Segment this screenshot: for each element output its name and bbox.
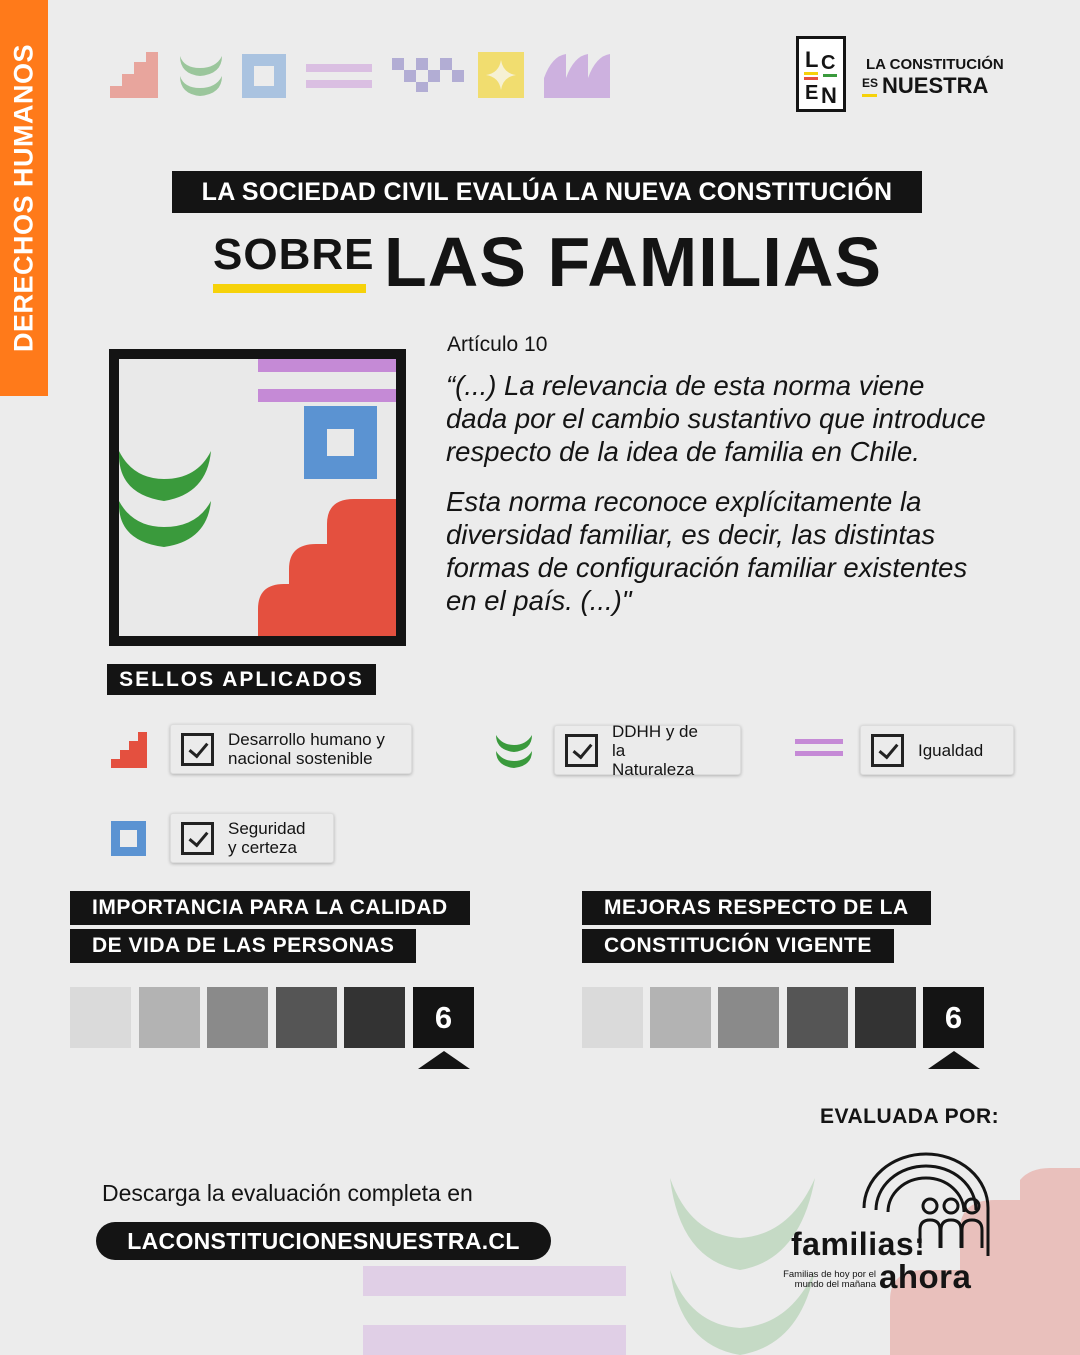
quote-paragraph: Esta norma reconoce explícitamente la diversidad familiar, es decir, las distintas formas de configuración familiar existentes en el país. (...)": [446, 486, 968, 616]
art-blue-frame: [304, 406, 377, 479]
quote-paragraph: “(...) La relevancia de esta norma viene dada por el cambio sustantivo que introduce respecto de la idea de familia en Chile.: [446, 370, 986, 467]
org-tagline: Familias de hoy por el mundo del mañana: [783, 1269, 876, 1290]
star-icon: [478, 52, 524, 98]
rating-score: 6: [413, 987, 474, 1048]
kicker-banner: LA SOCIEDAD CIVIL EVALÚA LA NUEVA CONSTITUCIÓN: [172, 171, 922, 213]
side-tab: [0, 0, 48, 396]
equals-icon: [795, 739, 843, 757]
artwork-composition: [119, 359, 396, 636]
rating-score: 6: [923, 987, 984, 1048]
scale-step-4: [787, 987, 848, 1048]
brand-logo-mark: [796, 36, 846, 112]
decorative-icon-row: [108, 50, 618, 102]
download-text: Descarga la evaluación completa en: [102, 1180, 473, 1206]
brand-nuestra: NUESTRA: [882, 73, 989, 98]
checkbox-checked-icon: [871, 734, 904, 767]
brand-name-line2: [862, 73, 988, 99]
rating-title-line1: MEJORAS RESPECTO DE LA: [582, 891, 931, 925]
stairs-icon: [111, 732, 149, 768]
checkbox-checked-icon: [181, 733, 214, 766]
brand-underline: [862, 94, 877, 97]
pixel-pattern-icon: [392, 58, 464, 92]
org-name-ahora: ahora: [879, 1258, 972, 1295]
square-frame-icon: [242, 54, 286, 98]
square-frame-icon: [111, 821, 146, 856]
scale-step-4: [276, 987, 337, 1048]
brand-name-line1: LA CONSTITUCIÓN: [866, 56, 1004, 73]
seal-label: Seguridad y certeza: [228, 819, 306, 857]
scale-step-1: [582, 987, 643, 1048]
evaluated-by-label: EVALUADA POR:: [820, 1105, 1000, 1128]
art-sprout: [119, 451, 211, 547]
logo-letter-c: C: [821, 52, 836, 74]
art-purple-bar: [258, 359, 396, 372]
seal-badge-ddhh: [554, 721, 741, 779]
scale-step-5: [855, 987, 916, 1048]
article-label: Artículo 10: [447, 333, 548, 356]
logo-letter-n: N: [821, 83, 837, 108]
logo-letter-l: L: [805, 47, 819, 72]
rating-title-line1: IMPORTANCIA PARA LA CALIDAD: [70, 891, 470, 925]
side-tab-label: DERECHOS HUMANOS: [8, 43, 39, 353]
scale-step-2: [139, 987, 200, 1048]
rating-pointer: [418, 1051, 470, 1069]
scale-step-3: [207, 987, 268, 1048]
rating-pointer: [928, 1051, 980, 1069]
seal-label: DDHH y de la Naturaleza: [612, 721, 698, 779]
checkbox-checked-icon: [181, 822, 214, 855]
artwork-frame: [109, 349, 406, 646]
seal-badge-seguridad: [170, 813, 334, 863]
stairs-icon: [110, 52, 158, 98]
equals-icon: [306, 64, 372, 88]
seal-badge-igualdad: [860, 725, 1014, 775]
sprout-icon: [180, 56, 222, 96]
scale-step-2: [650, 987, 711, 1048]
sobre-label: SOBRE: [213, 230, 375, 279]
website-link[interactable]: LACONSTITUCIONESNUESTRA.CL: [96, 1222, 551, 1260]
logo-letter-e: E: [805, 82, 819, 104]
scale-step-3: [718, 987, 779, 1048]
sellos-title: SELLOS APLICADOS: [107, 664, 376, 695]
seal-label: Igualdad: [918, 740, 984, 760]
org-name-familias: familias:: [791, 1226, 926, 1262]
sprout-icon: [495, 733, 533, 769]
seal-label: Desarrollo humano y nacional sostenible: [228, 730, 385, 768]
art-purple-bar: [258, 389, 396, 402]
rating-title-line2: CONSTITUCIÓN VIGENTE: [582, 929, 894, 963]
rating-title-line2: DE VIDA DE LAS PERSONAS: [70, 929, 416, 963]
sobre-underline: [213, 284, 366, 293]
seal-badge-desarrollo: [170, 724, 412, 774]
checkbox-checked-icon: [565, 734, 598, 767]
brand-es: ES: [862, 76, 879, 90]
scale-step-5: [344, 987, 405, 1048]
art-red-stairs: [258, 499, 396, 636]
waves-icon: [544, 54, 610, 98]
page-title: LAS FAMILIAS: [384, 223, 883, 301]
article-quote: [446, 369, 986, 634]
scale-step-1: [70, 987, 131, 1048]
